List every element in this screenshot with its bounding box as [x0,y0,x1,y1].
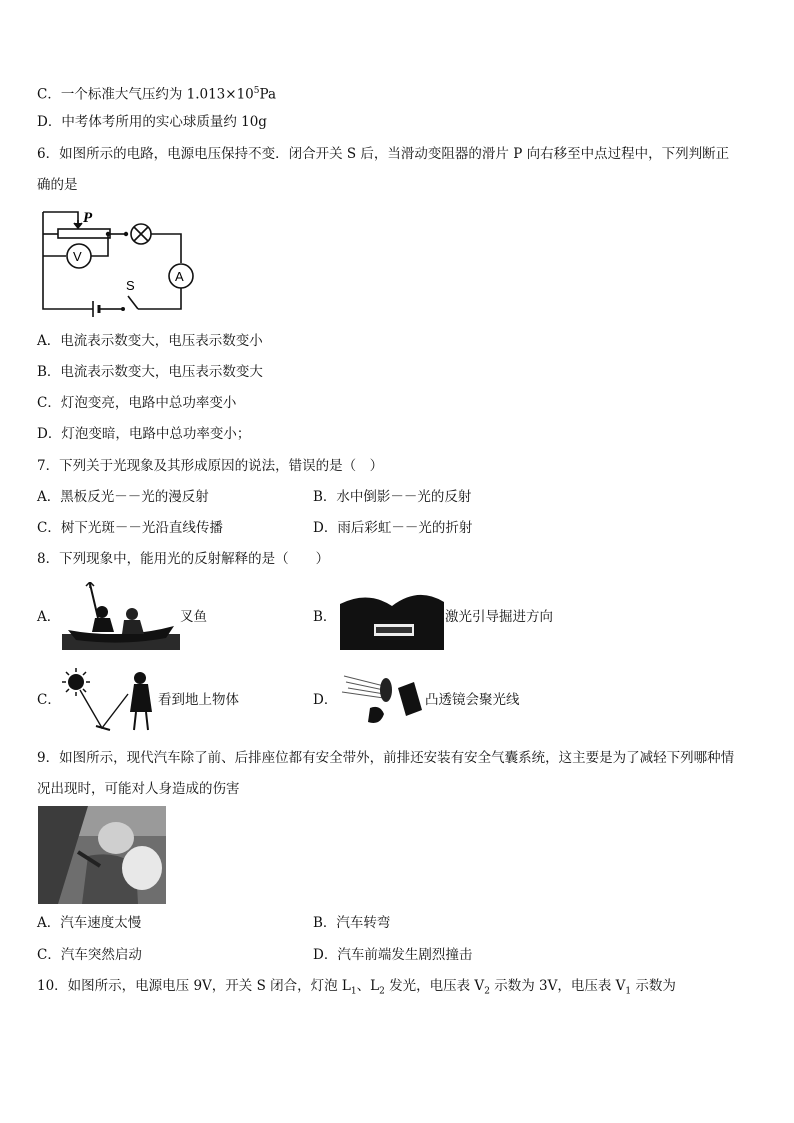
q9-stem-line2: 况出现时，可能对人身造成的伤害 [37,781,240,797]
q8-option-b-text: 激光引导掘进方向 [445,609,553,625]
q5-option-c: C．一个标准大气压约为 $1.013\times 10^5Pa$ [37,86,277,103]
q6-label-v: V [73,249,82,264]
q8-option-d-text: 凸透镜会聚光线 [425,692,520,708]
q6-circuit-diagram [38,206,218,318]
q6-option-b: B．电流表示数变大，电压表示数变大 [37,364,263,380]
q8-convex-lens-image [340,670,424,732]
q9-option-c: C．汽车突然启动 [37,947,142,963]
q7-stem: 7．下列关于光现象及其形成原因的说法，错误的是（ ） [37,458,384,474]
q8-option-d-label: D． [313,692,338,708]
q5-option-d: D．中考体考所用的实心球质量约 10g [37,114,267,130]
q10-stem: 10．如图所示，电源电压 9V，开关 S 闭合，灯泡 $L_1$、$L_2$ 发光，电压表 $V_2$ 示数为 3V，电压表 $V_1$ 示数为 [37,978,676,997]
q9-stem-line1: 9．如图所示，现代汽车除了前、后排座位都有安全带外，前排还安装有安全气囊系统，这主要是为了减轻下列哪种情 [37,750,735,766]
q8-option-c-text: 看到地上物体 [158,692,239,708]
q7-option-a: A．黑板反光－－光的漫反射 [37,489,209,505]
q7-option-c: C．树下光斑－－光沿直线传播 [37,520,223,536]
q8-option-a-text: 叉鱼 [180,609,207,625]
q8-sun-reflection-image [62,668,158,734]
q8-fishing-image [62,582,180,650]
q6-option-a: A．电流表示数变大，电压表示数变小 [37,333,263,349]
q9-option-b: B．汽车转弯 [313,915,391,931]
q6-label-p: P [83,210,93,226]
q8-laser-tunnel-image [340,584,444,650]
q9-option-d: D．汽车前端发生剧烈撞击 [313,947,473,963]
q8-option-a-label: A． [37,609,61,625]
q6-stem-line1: 6．如图所示的电路，电源电压保持不变．闭合开关 S 后，当滑动变阻器的滑片 P 向右移至中点过程中，下列判断正 [37,146,730,162]
q6-stem-line2: 确的是 [37,177,78,193]
q9-airbag-photo [38,806,166,904]
q6-label-a: A [175,269,184,284]
q6-option-d: D．灯泡变暗，电路中总功率变小； [37,426,251,442]
q8-option-b-label: B． [313,609,337,625]
q6-option-c: C．灯泡变亮，电路中总功率变小 [37,395,237,411]
q7-option-b: B．水中倒影－－光的反射 [313,489,472,505]
q8-option-c-label: C． [37,692,61,708]
q7-option-d: D．雨后彩虹－－光的折射 [313,520,473,536]
q6-label-s: S [126,278,135,293]
q8-stem: 8．下列现象中，能用光的反射解释的是（ ） [37,551,330,567]
q9-option-a: A．汽车速度太慢 [37,915,142,931]
